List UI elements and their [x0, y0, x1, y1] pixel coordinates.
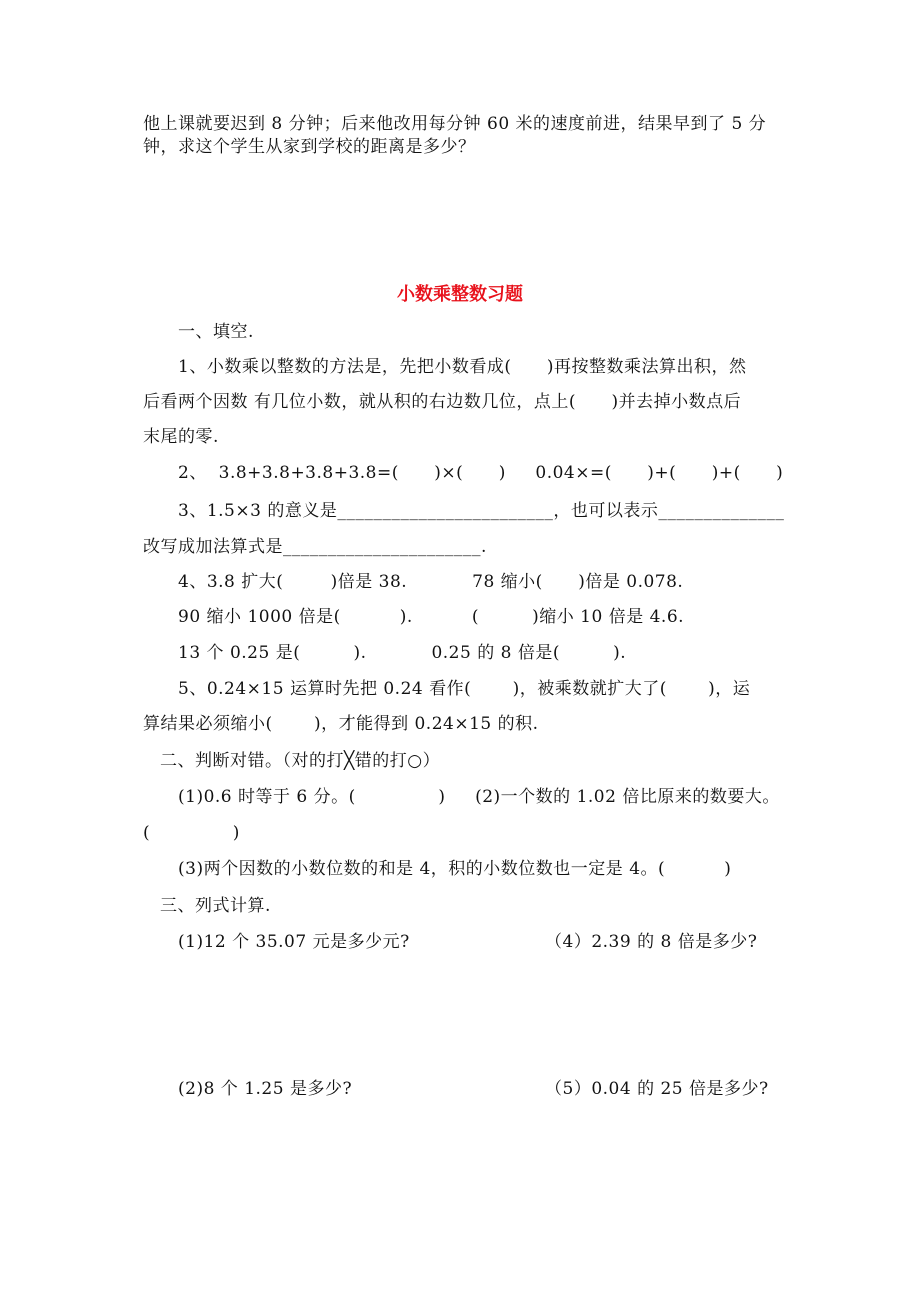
judge-q1-line-1: (1)0.6 时等于 6 分。( ) (2)一个数的 1.02 倍比原来的数要大。	[178, 787, 780, 807]
previous-problem-line-1: 他上课就要迟到 8 分钟；后来他改用每分钟 60 米的速度前进，结果早到了 5 分	[143, 114, 767, 134]
calc-q1: (1)12 个 35.07 元是多少元?	[178, 932, 410, 952]
fill-q5-line-1: 5、0.24×15 运算时先把 0.24 看作( )，被乘数就扩大了( )，运	[178, 679, 751, 699]
section-judge-heading: 二、判断对错。（对的打╳错的打○）	[160, 751, 441, 771]
fill-q1-line-3: 末尾的零.	[143, 427, 219, 447]
fill-q4-line-3: 13 个 0.25 是( ). 0.25 的 8 倍是( ).	[178, 643, 627, 663]
judge-q3: (3)两个因数的小数位数的和是 4，积的小数位数也一定是 4。( )	[178, 859, 732, 879]
calc-q2: (2)8 个 1.25 是多少?	[178, 1079, 353, 1099]
fill-q2: 2、 3.8+3.8+3.8+3.8=( )×( ) 0.04×=( )+( )+( )	[178, 463, 784, 483]
fill-q5-line-2: 算结果必须缩小( )，才能得到 0.24×15 的积.	[143, 714, 539, 734]
fill-q3-line-1: 3、1.5×3 的意义是________________________，也可以表示______________	[178, 501, 785, 521]
fill-q4-line-2: 90 缩小 1000 倍是( ). ( )缩小 10 倍是 4.6.	[178, 607, 685, 627]
previous-problem-line-2: 钟，求这个学生从家到学校的距离是多少？	[143, 137, 476, 157]
calc-q4: （4）2.39 的 8 倍是多少?	[545, 932, 758, 952]
fill-q1-line-2: 后看两个因数 有几位小数，就从积的右边数几位，点上( )并去掉小数点后	[143, 392, 742, 412]
fill-q3-line-2: 改写成加法算式是______________________.	[143, 537, 487, 557]
fill-q4-line-1: 4、3.8 扩大( )倍是 38. 78 缩小( )倍是 0.078.	[178, 572, 684, 592]
fill-q1-line-1: 1、小数乘以整数的方法是，先把小数看成( )再按整数乘法算出积，然	[178, 357, 747, 377]
judge-q1-line-2: ( )	[143, 823, 240, 843]
section-calc-heading: 三、列式计算.	[160, 896, 271, 916]
section-fill-heading: 一、填空.	[178, 322, 254, 342]
page-title: 小数乘整数习题	[397, 284, 523, 305]
calc-q5: （5）0.04 的 25 倍是多少?	[545, 1079, 769, 1099]
